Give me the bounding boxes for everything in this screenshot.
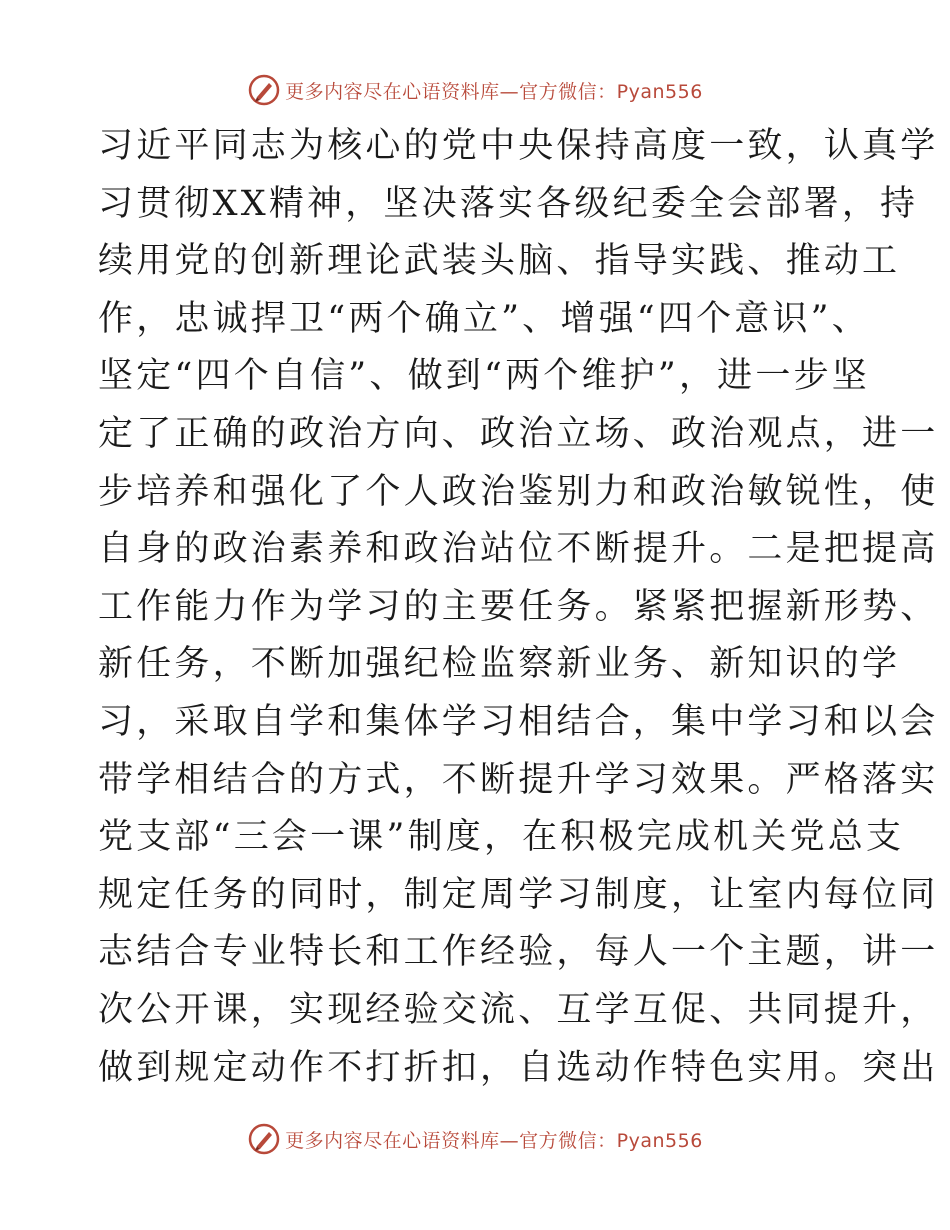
body-line: 规定任务的同时，制定周学习制度，让室内每位同 bbox=[98, 874, 939, 915]
document-body bbox=[98, 118, 939, 1097]
body-line: 作，忠诚捍卫“两个确立”、增强“四个意识”、 bbox=[98, 298, 870, 339]
body-line: 带学相结合的方式，不断提升学习效果。严格落实 bbox=[98, 759, 939, 800]
body-line: 习贯彻XX精神，坚决落实各级纪委全会部署，持 bbox=[98, 183, 919, 224]
body-line: 步培养和强化了个人政治鉴别力和政治敏锐性，使 bbox=[98, 471, 939, 512]
body-line: 新任务，不断加强纪检监察新业务、新知识的学 bbox=[98, 644, 901, 685]
body-line: 定了正确的政治方向、政治立场、政治观点，进一 bbox=[98, 413, 939, 454]
body-line: 自身的政治素养和政治站位不断提升。二是把提高 bbox=[98, 529, 939, 570]
body-line: 续用党的创新理论武装头脑、指导实践、推动工 bbox=[98, 241, 901, 282]
watermark-text: 更多内容尽在心语资料库—官方微信：Pyan556 bbox=[285, 1129, 703, 1152]
watermark-text: 更多内容尽在心语资料库—官方微信：Pyan556 bbox=[285, 80, 703, 103]
pen-logo-icon bbox=[247, 73, 281, 107]
pen-logo-icon bbox=[247, 1122, 281, 1156]
body-line: 工作能力作为学习的主要任务。紧紧把握新形势、 bbox=[98, 586, 939, 627]
body-line: 党支部“三会一课”制度，在积极完成机关党总支 bbox=[98, 817, 905, 858]
watermark-header bbox=[0, 68, 950, 112]
body-line: 做到规定动作不打折扣，自选动作特色实用。突出 bbox=[98, 1047, 939, 1088]
watermark-footer bbox=[0, 1117, 950, 1161]
body-line: 次公开课，实现经验交流、互学互促、共同提升， bbox=[98, 989, 939, 1030]
body-line: 坚定“四个自信”、做到“两个维护”，进一步坚 bbox=[98, 356, 870, 397]
body-line: 志结合专业特长和工作经验，每人一个主题，讲一 bbox=[98, 932, 939, 973]
body-line: 习近平同志为核心的党中央保持高度一致，认真学 bbox=[98, 126, 939, 166]
body-line: 习，采取自学和集体学习相结合，集中学习和以会 bbox=[98, 701, 939, 742]
